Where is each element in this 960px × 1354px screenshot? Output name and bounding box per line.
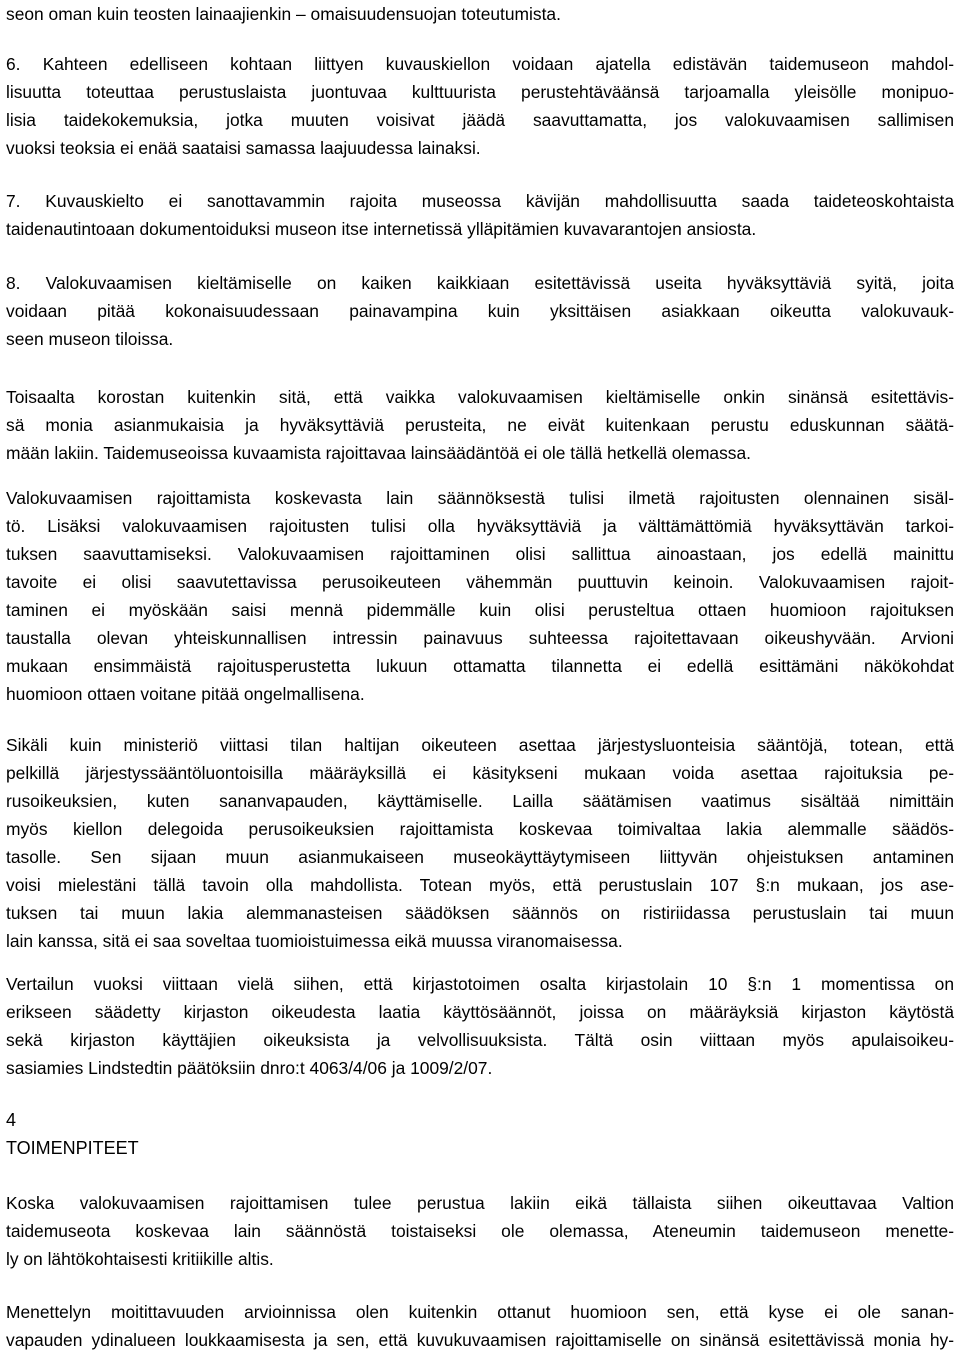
paragraph bbox=[6, 731, 954, 955]
text-line: 7. Kuvauskielto ei sanottavammin rajoita museossa kävijän mahdollisuutta saada taideteoskohtaista bbox=[6, 191, 954, 211]
text-line: mään lakiin. Taidemuseoissa kuvaamista rajoittavaa lainsäädäntöä ei ole tällä hetkellä olemassa. bbox=[6, 443, 752, 463]
text-line: Vertailun vuoksi viittaan vielä siihen, että kirjastotoimen osalta kirjastolain 10 §:n 1 momentissa on bbox=[6, 974, 954, 994]
paragraph bbox=[6, 970, 954, 1082]
text-line: 8. Valokuvaamisen kieltämiselle on kaiken kaikkiaan esitettävissä useita hyväksyttäviä syitä, joita bbox=[6, 273, 954, 293]
section-heading bbox=[6, 1106, 954, 1162]
text-line: taidenautintoaan dokumentoiduksi museon itse internetissä ylläpitämien kuvavarantojen ansiosta. bbox=[6, 219, 757, 239]
text-line: tuksen tai muun lakia alemmanasteisen säädöksen säännös on ristiriidassa perustuslain tai muun bbox=[6, 903, 954, 923]
text-line: tö. Lisäksi valokuvaamisen rajoitusten tulisi olla hyväksyttäviä ja välttämättömiä hyväksyttävän tarkoi- bbox=[6, 516, 954, 536]
text-line: Menettelyn moitittavuuden arvioinnissa olen kuitenkin ottanut huomioon sen, että kyse ei ole sanan- bbox=[6, 1302, 954, 1322]
text-line: Sikäli kuin ministeriö viittasi tilan haltijan oikeuteen asettaa järjestysluonteisia sääntöjä, totean, että bbox=[6, 735, 954, 755]
text-line: seen museon tiloissa. bbox=[6, 329, 174, 349]
text-line: tuksen saavuttamiseksi. Valokuvaamisen rajoittaminen olisi sallittua ainoastaan, jos edellä mainittu bbox=[6, 544, 954, 564]
text-line: mukaan ensimmäistä rajoitusperustetta lukuun ottamatta tilannetta ei edellä esittämäni näkökohdat bbox=[6, 656, 954, 676]
paragraph-item-6 bbox=[6, 50, 954, 162]
paragraph bbox=[6, 383, 954, 467]
text-line: myös kiellon delegoida perusoikeuksien rajoittamista koskevaa toimivaltaa lakia alemmalle säädös- bbox=[6, 819, 954, 839]
paragraph bbox=[6, 1298, 954, 1354]
text-line: lain kanssa, sitä ei saa soveltaa tuomioistuimessa eikä muussa viranomaisessa. bbox=[6, 931, 623, 951]
text-line: voidaan pitää kokonaisuudessaan painavampina kuin yksittäisen asiakkaan oikeutta valokuvauk- bbox=[6, 301, 954, 321]
paragraph bbox=[6, 0, 954, 28]
paragraph bbox=[6, 484, 954, 708]
text-line: lisuutta toteuttaa perustuslaista juontuvaa kulttuurista perustehtäväänsä tarjoamalla yleisölle monipuo- bbox=[6, 82, 954, 102]
text-line: erikseen säädetty kirjaston oikeudesta laatia käyttösäännöt, joissa on määräyksiä kirjaston käytöstä bbox=[6, 1002, 954, 1022]
text-line: tavoite ei olisi saavutettavissa perusoikeuteen vähemmän puuttuvin keinoin. Valokuvaamisen rajoit- bbox=[6, 572, 954, 592]
text-line: ly on lähtökohtaisesti kritiikille altis. bbox=[6, 1249, 274, 1269]
text-line: Valokuvaamisen rajoittamista koskevasta lain säännöksestä tulisi ilmetä rajoitusten olennainen sisäl- bbox=[6, 488, 954, 508]
text-line: taminen ei myöskään saisi mennä pidemmälle kuin olisi perusteltua ottaen huomioon rajoituksen bbox=[6, 600, 954, 620]
paragraph-item-8 bbox=[6, 269, 954, 353]
text-line: seon oman kuin teosten lainaajienkin – omaisuudensuojan toteutumista. bbox=[6, 4, 561, 24]
text-line: huomioon ottaen voitane pitää ongelmallisena. bbox=[6, 684, 365, 704]
text-line: lisia taidekokemuksia, jotka muuten voisivat jäädä saavuttamatta, jos valokuvaamisen sallimisen bbox=[6, 110, 954, 130]
text-line: pelkillä järjestyssääntöluontoisilla määräyksillä ei käsitykseni mukaan voida asettaa rajoituksia pe- bbox=[6, 763, 954, 783]
text-line: rusoikeuksien, kuten sananvapauden, käyttämiselle. Lailla säätämisen vaatimus sisältää nimittäin bbox=[6, 791, 954, 811]
paragraph-item-7 bbox=[6, 187, 954, 243]
paragraph bbox=[6, 1189, 954, 1273]
section-title: TOIMENPITEET bbox=[6, 1138, 139, 1158]
text-line: tasolle. Sen sijaan muun asianmukaiseen museokäyttäytymiseen liittyvän ohjeistuksen antaminen bbox=[6, 847, 954, 867]
text-line: 6. Kahteen edelliseen kohtaan liittyen kuvauskiellon voidaan ajatella edistävän taidemuseon mahdol- bbox=[6, 54, 954, 74]
text-line: Toisaalta korostan kuitenkin sitä, että vaikka valokuvaamisen kieltämiselle onkin sinänsä esitettävis- bbox=[6, 387, 954, 407]
text-line: sä monia asianmukaisia ja hyväksyttäviä perusteita, ne eivät kuitenkaan perustu eduskunnan säätä- bbox=[6, 415, 954, 435]
section-number: 4 bbox=[6, 1110, 17, 1130]
text-line: voisi mielestäni tällä tavoin olla mahdollista. Totean myös, että perustuslain 107 §:n mukaan, jos ase- bbox=[6, 875, 954, 895]
text-line: taidemuseota koskevaa lain säännöstä toistaiseksi ole olemassa, Ateneumin taidemuseon menette- bbox=[6, 1221, 954, 1241]
text-line: taustalla olevan yhteiskunnallisen intressin painavuus suhteessa rajoitettavaan oikeushyvään. Arvioni bbox=[6, 628, 954, 648]
text-line: sasiamies Lindstedtin päätöksiin dnro:t 4063/4/06 ja 1009/2/07. bbox=[6, 1058, 493, 1078]
text-line: sekä kirjaston käyttäjien oikeuksista ja velvollisuuksista. Tältä osin viittaan myös apulaisoikeu- bbox=[6, 1030, 954, 1050]
text-line: vuoksi teoksia ei enää saataisi samassa laajuudessa lainaksi. bbox=[6, 138, 481, 158]
text-line: vapauden ydinalueen loukkaamisesta ja sen, että kuvukuvaamisen rajoittamiselle on sinänsä esitettävissä monia hy- bbox=[6, 1330, 954, 1350]
text-line: Koska valokuvaamisen rajoittamisen tulee perustua lakiin eikä tällaista siihen oikeuttavaa Valtion bbox=[6, 1193, 954, 1213]
